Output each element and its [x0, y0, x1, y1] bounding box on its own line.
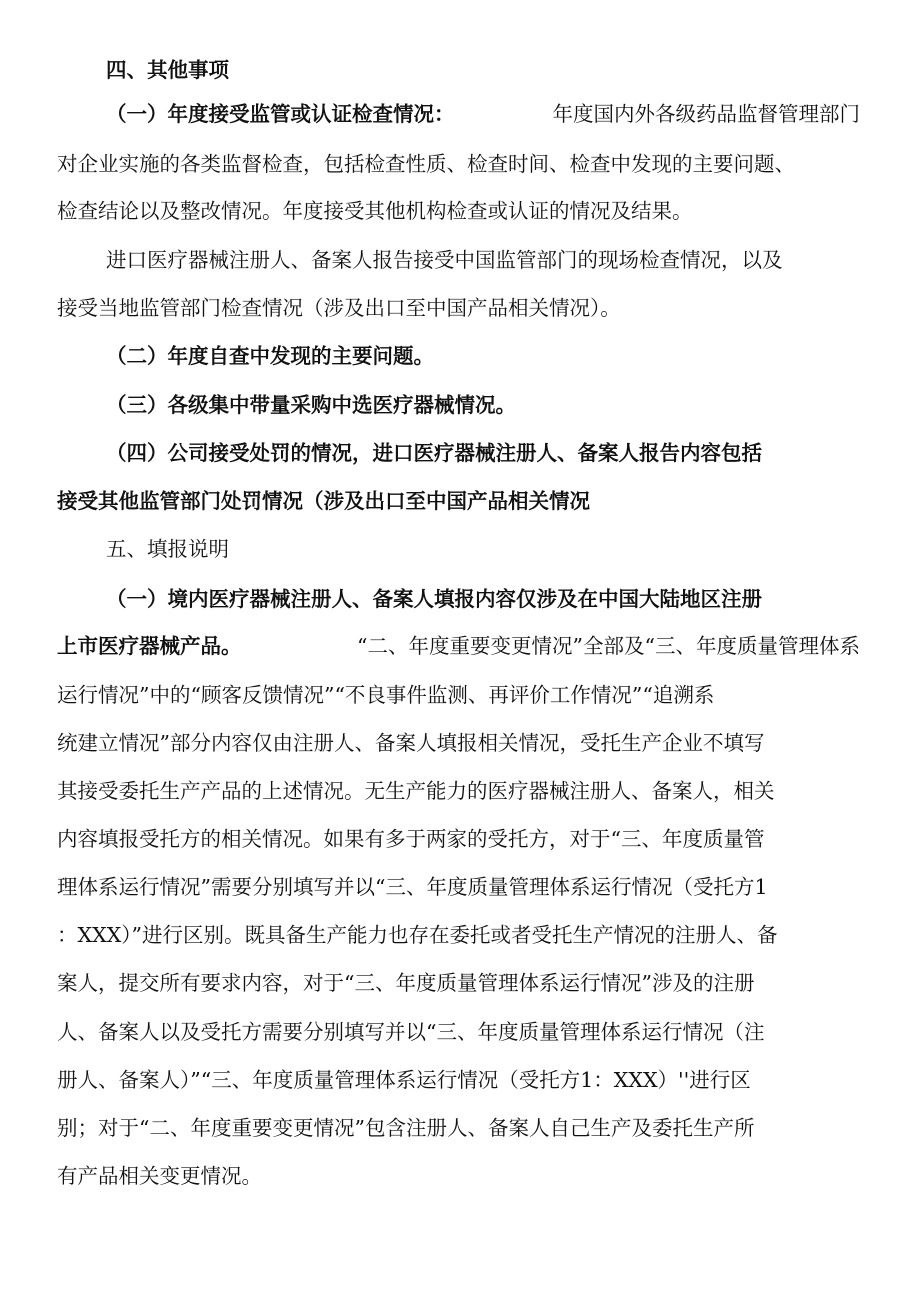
text-run: （四）公司接受处罚的情况，进口医疗器械注册人、备案人报告内容包括 — [106, 441, 762, 465]
paragraph-line — [0, 913, 920, 957]
subheading-procurement — [0, 383, 920, 427]
text-run: 接受当地监管部门检查情况（涉及出口至中国产品相关情况）。 — [57, 296, 621, 320]
text-run: 理体系运行情况”需要分别填写并以“三、年度质量管理体系运行情况（受托方1 — [57, 875, 768, 899]
subheading-inspection: （一）年度接受监管或认证检查情况： — [106, 102, 455, 126]
paragraph-line — [0, 865, 920, 909]
text-run: 上市医疗器械产品。 — [57, 634, 242, 658]
paragraph-line — [0, 961, 920, 1005]
paragraph-line — [0, 238, 920, 282]
text-run: （一）境内医疗器械注册人、备案人填报内容仅涉及在中国大陆地区注册 — [106, 587, 762, 611]
paragraph-line — [0, 142, 920, 186]
text-run: ：XXX）”进行区别。既具备生产能力也存在委托或者受托生产情况的注册人、备 — [57, 923, 778, 947]
paragraph-line — [0, 479, 920, 523]
text-run: 运行情况”中的“顾客反馈情况”“不良事件监测、再评价工作情况”“追溯系 — [57, 683, 715, 707]
paragraph-line — [0, 624, 920, 668]
paragraph-line — [0, 673, 920, 717]
section-heading-other-matters — [0, 48, 920, 92]
text-run: 统建立情况”部分内容仅由注册人、备案人填报相关情况，受托生产企业不填写 — [57, 731, 765, 755]
text-run: 册人、备案人）”“三、年度质量管理体系运行情况（受托方1：XXX）''进行区 — [57, 1068, 751, 1092]
text-run: 内容填报受托方的相关情况。如果有多于两家的受托方，对于“三、年度质量管 — [57, 827, 765, 851]
text-run: 对企业实施的各类监督检查，包括检查性质、检查时间、检查中发现的主要问题、 — [57, 152, 795, 176]
paragraph-line — [0, 721, 920, 765]
text-run: 案人，提交所有要求内容，对于“三、年度质量管理体系运行情况”涉及的注册 — [57, 971, 755, 995]
text-run: 五、填报说明 — [106, 537, 229, 561]
paragraph-line — [0, 1010, 920, 1054]
paragraph-line — [0, 92, 920, 136]
text-run: （二）年度自查中发现的主要问题。 — [106, 344, 434, 368]
text-run: 进口医疗器械注册人、备案人报告接受中国监管部门的现场检查情况，以及 — [106, 248, 783, 272]
text-run: 别；对于“二、年度重要变更情况”包含注册人、备案人自己生产及委托生产所 — [57, 1116, 755, 1140]
subheading-self-inspection — [0, 334, 920, 378]
paragraph-line — [0, 1106, 920, 1150]
paragraph-line — [0, 817, 920, 861]
paragraph-line — [0, 769, 920, 813]
paragraph-line — [0, 189, 920, 233]
subheading-penalty — [0, 431, 920, 475]
paragraph-line — [0, 1058, 920, 1102]
paragraph-line — [0, 1154, 920, 1198]
text-run: 人、备案人以及受托方需要分别填写并以“三、年度质量管理体系运行情况（注 — [57, 1020, 765, 1044]
text-run: “二、年度重要变更情况”全部及“三、年度质量管理体系 — [357, 634, 860, 658]
text-run: 其接受委托生产产品的上述情况。无生产能力的医疗器械注册人、备案人，相关 — [57, 779, 775, 803]
text-run: 有产品相关变更情况。 — [57, 1164, 262, 1188]
text-run: （三）各级集中带量采购中选医疗器械情况。 — [106, 393, 516, 417]
text-run: 四、其他事项 — [106, 58, 229, 82]
paragraph-line — [0, 286, 920, 330]
section-heading-filling-instructions — [0, 527, 920, 571]
text-run: 检查结论以及整改情况。年度接受其他机构检查或认证的情况及结果。 — [57, 199, 693, 223]
text-run: 年度国内外各级药品监督管理部门 — [552, 102, 860, 126]
subheading-domestic — [0, 577, 920, 621]
text-run: 接受其他监管部门处罚情况（涉及出口至中国产品相关情况 — [57, 489, 590, 513]
